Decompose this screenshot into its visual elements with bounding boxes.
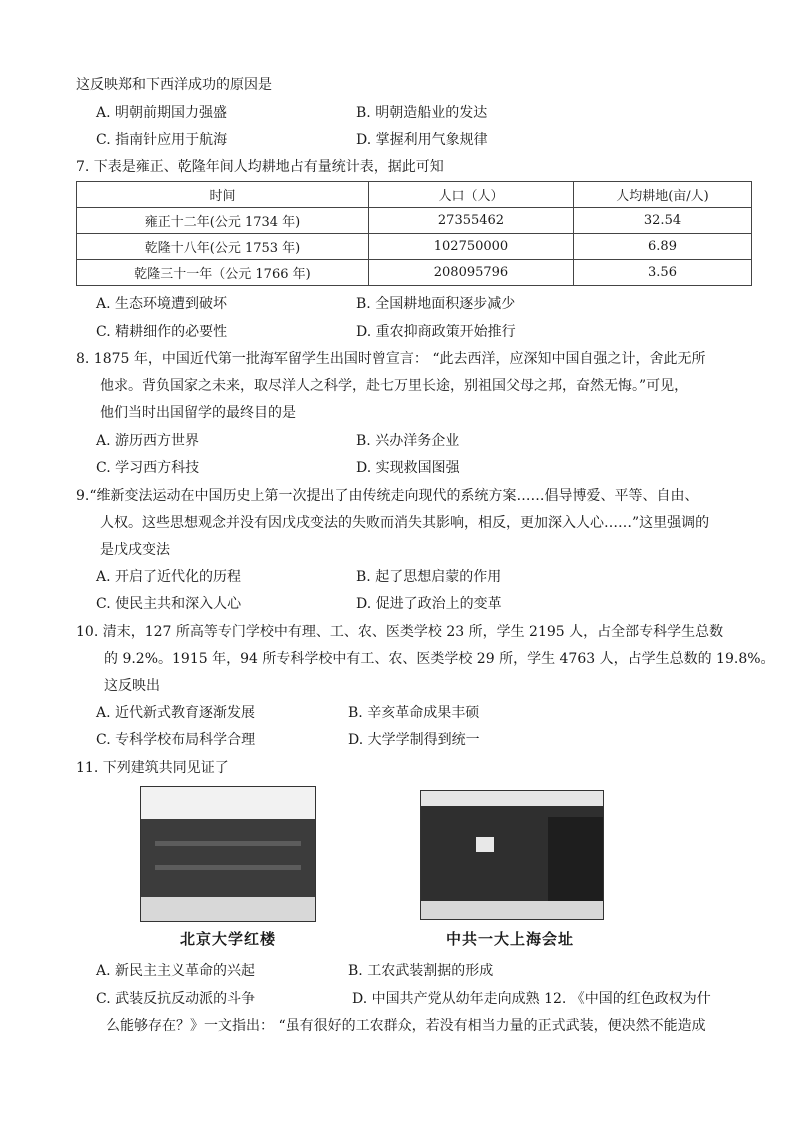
table-cell: 6.89 <box>574 234 752 260</box>
q7-option-a: A. 生态环境遭到破坏 <box>96 296 228 312</box>
table-cell: 乾隆三十一年（公元 1766 年) <box>77 260 369 286</box>
first-congress-site-photo <box>420 790 604 920</box>
q10-option-a: A. 近代新式教育逐渐发展 <box>96 705 256 721</box>
q6-option-d: D. 掌握利用气象规律 <box>356 132 488 148</box>
header-time: 时间 <box>77 182 369 208</box>
table-row <box>77 208 752 234</box>
q8-option-d: D. 实现救国图强 <box>356 460 460 476</box>
population-farmland-table <box>76 181 752 286</box>
q9-stem-line1: 9.“维新变法运动在中国历史上第一次提出了由传统走向现代的系统方案……倡导博爱、平等、自由、 <box>76 488 699 504</box>
q12-stem-line2: 么能够存在？》一文指出： “虽有很好的工农群众，若没有相当力量的正式武装，便决然不能造成 <box>106 1018 706 1034</box>
q9-stem-line2: 人权。这些思想观念并没有因戊戌变法的失败而消失其影响，相反，更加深入人心……”这里强调的 <box>100 515 710 531</box>
peking-university-red-building-photo <box>140 786 316 922</box>
table-cell: 27355462 <box>369 208 574 234</box>
q10-stem-line2: 的 9.2%。1915 年，94 所专科学校中有工、农、医类学校 29 所，学生 4763 人，占学生总数的 19.8%。 <box>104 651 775 667</box>
q11-stem: 11. 下列建筑共同见证了 <box>76 760 229 776</box>
q8-stem-line1: 8. 1875 年，中国近代第一批海军留学生出国时曾宣言： “此去西洋，应深知中国自强之计，舍此无所 <box>76 351 706 367</box>
q8-option-b: B. 兴办洋务企业 <box>356 433 460 449</box>
header-farmland: 人均耕地(亩/人) <box>574 182 752 208</box>
q8-stem-line3: 他们当时出国留学的最终目的是 <box>100 405 296 421</box>
q10-option-b: B. 辛亥革命成果丰硕 <box>348 705 480 721</box>
q11-option-d-q12-start: D. 中国共产党从幼年走向成熟 12. 《中国的红色政权为什 <box>352 991 711 1007</box>
q8-option-a: A. 游历西方世界 <box>96 433 200 449</box>
q7-option-c: C. 精耕细作的必要性 <box>96 324 228 340</box>
q7-option-b: B. 全国耕地面积逐步减少 <box>356 296 516 312</box>
q6-option-b: B. 明朝造船业的发达 <box>356 105 488 121</box>
q7-stem: 7. 下表是雍正、乾隆年间人均耕地占有量统计表，据此可知 <box>76 159 444 175</box>
photo2-caption: 中共一大上海会址 <box>446 930 575 948</box>
table-row <box>77 260 752 286</box>
table-header-row <box>77 182 752 208</box>
table-cell: 3.56 <box>574 260 752 286</box>
q7-option-d: D. 重农抑商政策开始推行 <box>356 324 516 340</box>
table-cell: 208095796 <box>369 260 574 286</box>
q8-stem-line2: 他求。背负国家之未来，取尽洋人之科学，赴七万里长途，别祖国父母之邦，奋然无悔。”可见， <box>100 378 689 394</box>
q9-option-b: B. 起了思想启蒙的作用 <box>356 569 502 585</box>
q9-option-c: C. 使民主共和深入人心 <box>96 596 242 612</box>
q9-option-d: D. 促进了政治上的变革 <box>356 596 502 612</box>
table-cell: 乾隆十八年(公元 1753 年) <box>77 234 369 260</box>
table-cell: 32.54 <box>574 208 752 234</box>
table-row <box>77 234 752 260</box>
q6-option-c: C. 指南针应用于航海 <box>96 132 228 148</box>
q11-option-c: C. 武装反抗反动派的斗争 <box>96 991 256 1007</box>
q9-option-a: A. 开启了近代化的历程 <box>96 569 242 585</box>
q10-stem-line1: 10. 清末，127 所高等专门学校中有理、工、农、医类学校 23 所，学生 2195 人，占全部专科学生总数 <box>76 624 724 640</box>
table-cell: 102750000 <box>369 234 574 260</box>
header-population: 人口（人） <box>369 182 574 208</box>
q10-option-c: C. 专科学校布局科学合理 <box>96 732 256 748</box>
q10-option-d: D. 大学学制得到统一 <box>348 732 480 748</box>
q9-stem-line3: 是戊戌变法 <box>100 542 170 558</box>
q11-option-a: A. 新民主主义革命的兴起 <box>96 963 256 979</box>
q11-option-b: B. 工农武装割据的形成 <box>348 963 494 979</box>
q6-stem: 这反映郑和下西洋成功的原因是 <box>76 77 272 93</box>
q6-option-a: A. 明朝前期国力强盛 <box>96 105 228 121</box>
photo1-caption: 北京大学红楼 <box>180 930 277 948</box>
table-cell: 雍正十二年(公元 1734 年) <box>77 208 369 234</box>
q8-option-c: C. 学习西方科技 <box>96 460 200 476</box>
q10-stem-line3: 这反映出 <box>104 678 160 694</box>
